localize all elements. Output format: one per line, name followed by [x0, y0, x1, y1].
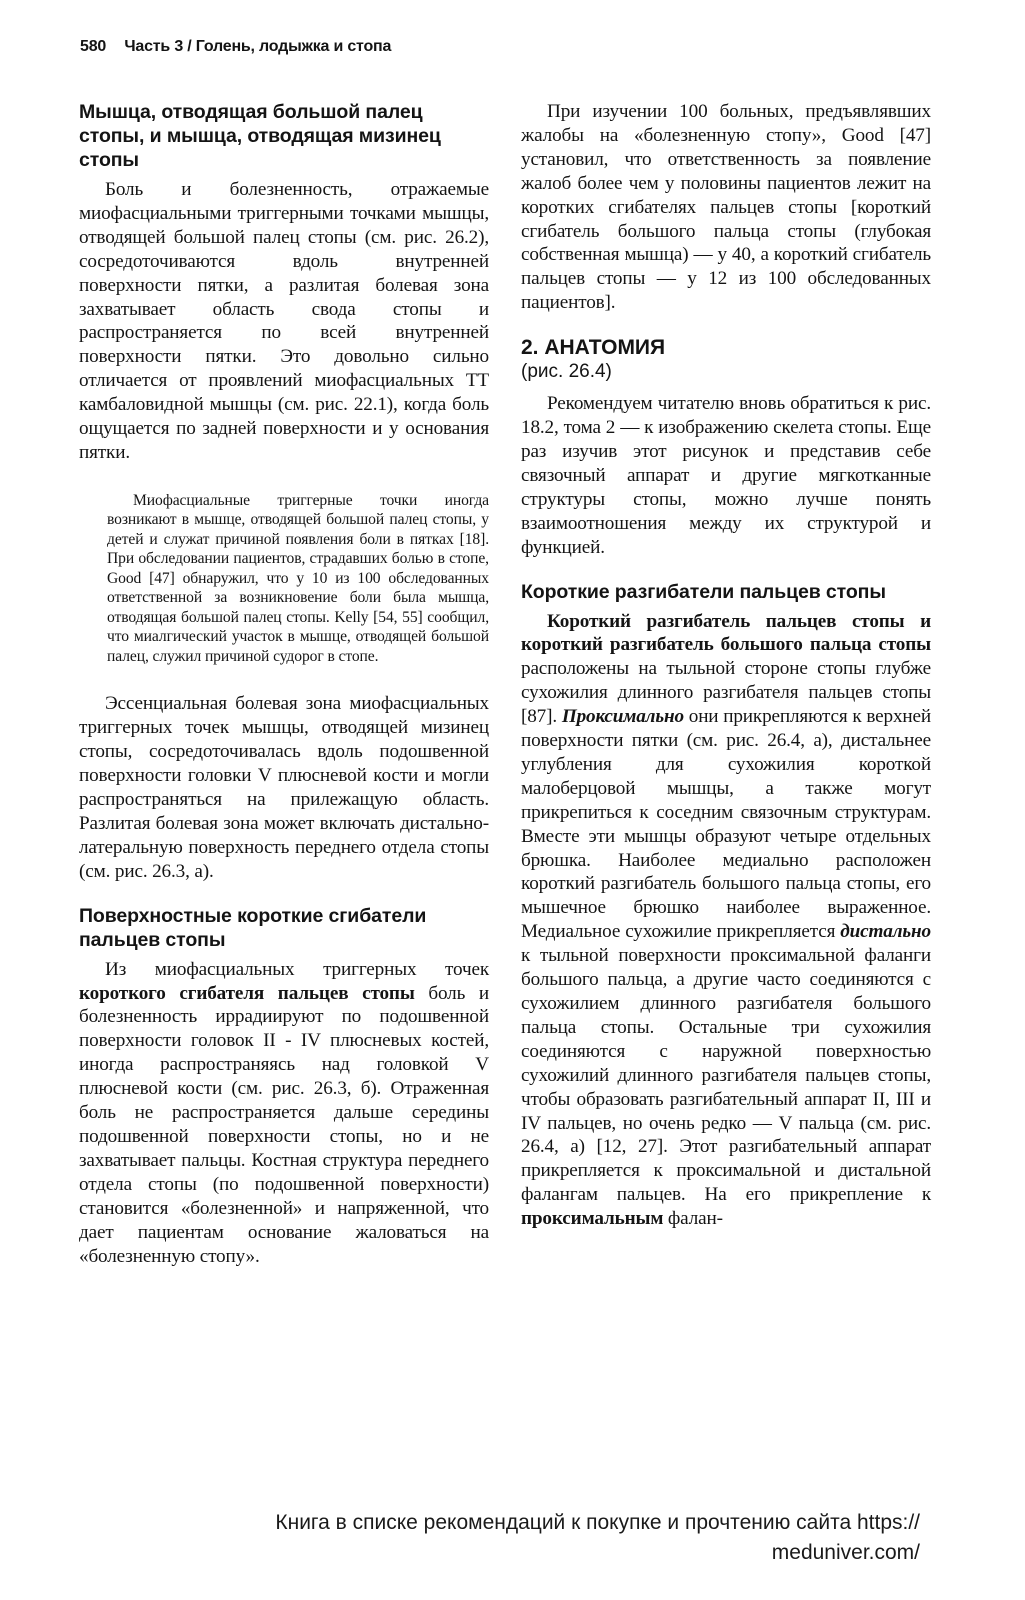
term-distally: дистально: [840, 921, 931, 943]
footer-line-2: meduniver.com/: [771, 1541, 920, 1564]
chapter-heading-anatomy: 2. АНАТОМИЯ: [521, 336, 666, 360]
section-heading-short-extensors: Короткие разгибатели пальцев стопы: [521, 580, 886, 603]
paragraph-good-study: При изучении 100 больных, предъявлявших жалобы на «болезненную стопу», Good [47] установил, что ответственность за появление жалоб более чем у половины пациентов лежит на коротких сгибателях пальцев стопы [короткий сгибатель большого пальца стопы (глубокая собственная мышца) — у 40, а короткий сгибатель пальцев стопы — у 12 из 100 обследованных пациентов].: [521, 101, 931, 314]
term-extensor-brevis: Короткий разгибатель пальцев стопы и короткий разгибатель большого пальца стопы: [521, 610, 931, 656]
term-proximally: Проксимально: [561, 706, 684, 728]
footer-line-1: Книга в списке рекомендаций к покупке и прочтению сайта https://: [275, 1511, 920, 1534]
paragraph-short-extensors: Короткий разгибатель пальцев стопы и короткий разгибатель большого пальца стопы расположены на тыльной стороне стопы глубже сухожилия длинного разгибателя пальцев стопы [87]. Проксимально они прикрепляются к верхней поверхности пятки (см. рис. 26.4, а), дистальнее углубления для сухожилия короткой малоберцовой мышцы, а также могут прикрепиться к соседним связочным структурам. Вместе эти мышцы образуют четыре отдельных брюшка. Наиболее медиально расположен короткий разгибатель большого пальца стопы, его мышечное брюшко наиболее выраженное. Медиальное сухожилие прикрепляется дистально к тыльной поверхности проксимальной фаланги большого пальца, а другие часто соединяются с сухожилием длинного разгибателя большого пальца стопы. Остальные три сухожилия соединяются с наружной поверхностью сухожилий длинного разгибателя пальцев стопы, чтобы образовать разгибательный аппарат II, III и IV пальцев, но очень редко — V пальца (см. рис. 26.4, а) [12, 27]. Этот разгибательный аппарат прикрепляется к проксимальной и дистальной фалангам пальцев. На его прикрепление к проксимальным фалан-: [521, 610, 931, 1230]
note-abductor-hallucis: Миофасциальные триггерные точки иногда возникают в мышце, отводящей большой палец стопы, у детей и служат причиной появления боли в пятках [18]. При обследовании пациентов, страдавших болью в стопе, Good [47] обнаружил, что у 10 из 100 обследованных ответственной за возникновение боли была мышца, отводящая большой палец стопы. Kelly [54, 55] сообщил, что миалгический участок в мышце, отводящей большой палец, служил причиной судорог в стопе.: [107, 491, 489, 665]
page-number: 580: [80, 38, 107, 55]
running-title: Часть 3 / Голень, лодыжка и стопа: [124, 38, 392, 55]
chapter-subheading-figure-ref: (рис. 26.4): [521, 361, 612, 383]
section-heading-abductors: Мышца, отводящая большой палец стопы, и мышца, отводящая мизинец стопы: [79, 101, 441, 171]
paragraph-anatomy-intro: Рекомендуем читателю вновь обратиться к рис. 18.2, тома 2 — к изображению скелета стопы. Еще раз изучив этот рисунок и представив себе связочный аппарат и другие мягкотканные структуры стопы, можно лучше понять взаимоотношения между их структурой и функцией.: [521, 393, 931, 558]
footer-watermark: [160, 1508, 920, 1568]
running-head: [80, 38, 391, 56]
right-column: [521, 100, 931, 1231]
term-proximal: проксимальным: [521, 1208, 664, 1230]
paragraph-abductor-hallucis: Боль и болезненность, отражаемые миофасциальными триггерными точками мышцы, отводящей большой палец стопы (см. рис. 26.2), сосредоточиваются вдоль внутренней поверхности пятки, а разлитая болевая зона захватывает область свода стопы и распространяется по всей внутренней поверхности пятки. Это довольно сильно отличается от проявлений миофасциальных ТТ камбаловидной мышцы (см. рис. 22.1), когда боль ощущается по задней поверхности и у основания пятки.: [79, 179, 489, 463]
term-flexor-digitorum-brevis: короткого сгибателя пальцев стопы: [79, 982, 415, 1004]
paragraph-short-flexors: Из миофасциальных триггерных точек короткого сгибателя пальцев стопы боль и болезненность иррадиируют по подошвенной поверхности головок II - IV плюсневых костей, иногда распространяясь над головкой V плюсневой кости (см. рис. 26.3, б). Отраженная боль не распространяется дальше середины подошвенной поверхности стопы, но и не захватывает пальцы. Костная структура переднего отдела стопы (по подошвенной поверхности) становится «болезненной» и напряженной, что дает пациентам основание жаловаться на «болезненную стопу».: [79, 958, 489, 1267]
section-heading-short-flexors: Поверхностные короткие сгибатели пальцев стопы: [79, 904, 427, 951]
paragraph-abductor-digiti-minimi: Эссенциальная болевая зона миофасциальных триггерных точек мышцы, отводящей мизинец стопы, сосредоточивалась вдоль подошвенной поверхности головки V плюсневой кости и могли распространяться на прилежащую область. Разлитая болевая зона может включать дистально-латеральную поверхность переднего отдела стопы (см. рис. 26.3, а).: [79, 693, 489, 882]
left-column: [79, 100, 489, 1268]
